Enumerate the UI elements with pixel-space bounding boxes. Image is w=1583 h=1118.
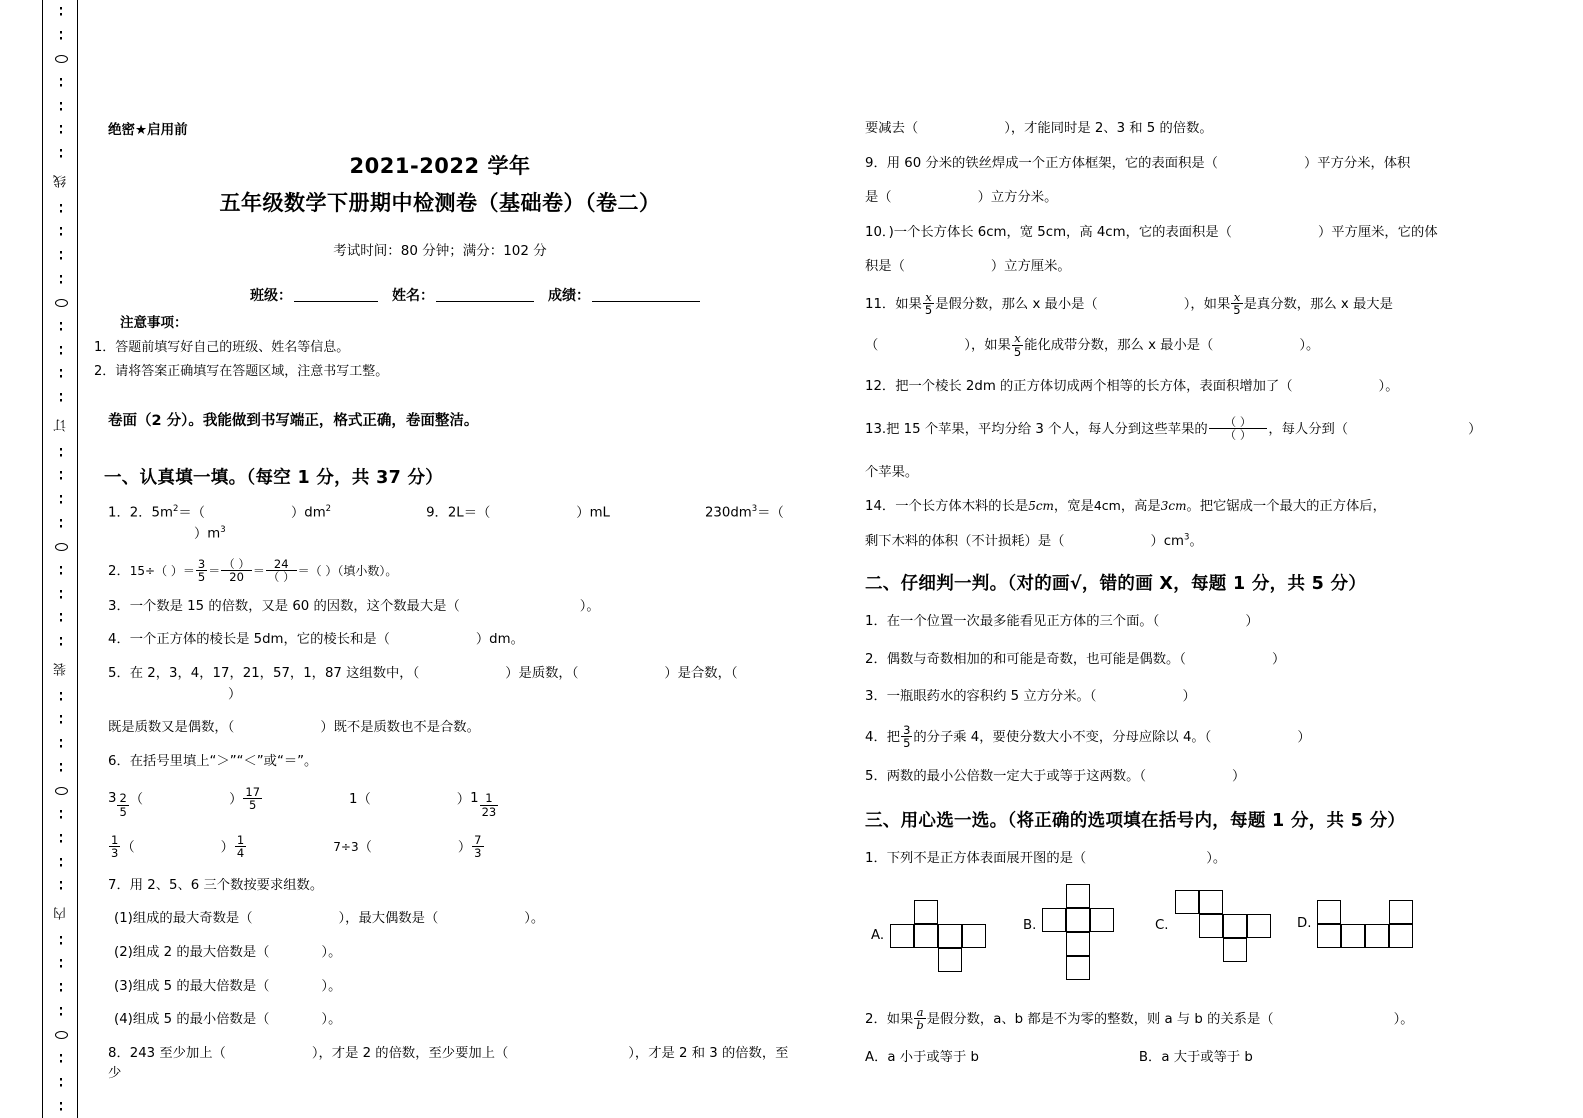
q11-f3-den: 5: [1013, 344, 1022, 359]
seal-dash: [60, 102, 62, 112]
net-cell: [1365, 924, 1389, 948]
net-cell: [1066, 956, 1090, 980]
right-column-top-spacer: [865, 0, 1505, 118]
net-cell: [1066, 884, 1090, 908]
section2-item-2: [865, 649, 1505, 671]
q8-c: ），才是 2 和 3 的倍数，至少: [108, 1045, 789, 1082]
net-cell: [938, 948, 962, 972]
seal-char-ding: 订: [53, 418, 69, 432]
s2q5-text: 5．两数的最小公倍数一定大于或等于这两数。（: [865, 768, 1147, 784]
q6r1-left-num: 2: [119, 791, 127, 806]
q2-f3-numerator: 24: [273, 557, 289, 572]
q6r2-paren-open: （: [121, 840, 135, 856]
q14-a: 14．一个长方体木料的长是: [865, 499, 1029, 515]
q5-text-c: ）是合数，（: [664, 666, 738, 682]
seal-dash: [60, 7, 62, 17]
net-cell: [962, 924, 986, 948]
q6r1-mid-left: 1: [349, 791, 358, 807]
question-7-1: [114, 909, 790, 930]
q11-f2-den: 5: [1233, 303, 1241, 318]
question-9-line2: [865, 187, 1505, 209]
q13-fraction[interactable]: [1209, 416, 1268, 442]
seal-dash: [60, 78, 62, 88]
s2q5-end: ）: [1232, 768, 1246, 784]
q4-end: ）dm。: [475, 632, 524, 648]
seal-circle: [55, 55, 68, 63]
question-13-line2: 个苹果。: [865, 464, 919, 480]
option-d-grid: [1317, 900, 1413, 948]
section2-item-1: [865, 611, 1505, 633]
question-6-row-1: [108, 786, 790, 818]
question-4: [108, 630, 790, 651]
q7-3-b: ）。: [321, 978, 342, 994]
q5-text-d: ）: [228, 686, 242, 702]
option-c-label: C.: [1155, 917, 1169, 933]
q8-b: ），才是 2 的倍数，至少要加上（: [311, 1045, 509, 1061]
section-3-heading: 三、用心选一选。（将正确的选项填在括号内，每题 1 分，共 5 分）: [865, 811, 1406, 832]
q6r2-mid-right-fraction: [472, 834, 483, 860]
seal-dash: [60, 322, 62, 332]
class-field-label: 班级：: [250, 288, 292, 304]
section3-question-2-options: [865, 1046, 1505, 1065]
notice-item-2: 2．请将答案正确填写在答题区域，注意书写工整。: [94, 364, 389, 379]
seal-dash: [60, 936, 62, 946]
notice-title: 注意事项：: [120, 315, 188, 331]
name-field-label: 姓名：: [392, 288, 434, 304]
q6r1-left-den: 5: [119, 804, 127, 819]
q6r2-mid-left: 7÷3: [333, 840, 359, 855]
q6r1-mid-right-mixed: [470, 789, 499, 818]
q9-b: ）平方分米，体积: [1303, 155, 1411, 171]
q1-c-unit: ）m: [194, 526, 221, 542]
q13-numerator: （ ）: [1224, 414, 1252, 429]
q13-c: ）: [1468, 421, 1482, 437]
q6r2-left-fraction: [109, 834, 120, 860]
q6r2-left-den: 3: [111, 846, 119, 861]
q2-fraction-1: [196, 558, 207, 584]
q6r1-paren-close: ）: [229, 791, 243, 807]
s3q1-a: 1．下列不是正方体表面展开图的是（: [865, 851, 1087, 867]
net-cell: [1199, 890, 1223, 914]
exam-title-main: 五年级数学下册期中检测卷（基础卷）（卷二）: [219, 191, 661, 215]
q13-b: ，每人分到（: [1268, 421, 1349, 437]
q5-text-b: ）是质数，（: [505, 666, 579, 682]
net-cell: [1223, 938, 1247, 962]
seal-dash: [60, 31, 62, 41]
question-14-line2: [865, 531, 1505, 553]
cube-net-option-d[interactable]: [1297, 900, 1413, 948]
question-8: [108, 1044, 790, 1085]
seal-dash: [60, 1054, 62, 1064]
seal-dash: [60, 125, 62, 135]
q1-b-unit: ）mL: [576, 505, 610, 521]
seal-circle: [55, 1031, 68, 1039]
q11-a: 11．如果: [865, 296, 922, 312]
q14-e: 剩下木料的体积（不计损耗）是（: [865, 533, 1065, 549]
q6r1-right-fraction: [243, 786, 262, 812]
s2q4-post: 的分子乘 4，要使分数大小不变，分母应除以 4。（: [913, 729, 1212, 745]
q1-a-equals: ＝（: [178, 505, 205, 521]
s2q1-text: 1．在一个位置一次最多能看见正方体的三个面。（: [865, 614, 1160, 630]
seal-dash: [60, 448, 62, 458]
q14-b: ，宽是: [1053, 499, 1094, 515]
q5-text-a: 5．在 2，3，4，17，21，57，1，87 这组数中，（: [108, 666, 420, 682]
q10-c: 积是（: [865, 259, 905, 275]
score-field-blank[interactable]: [592, 301, 700, 302]
q8-a: 8．243 至少加上（: [108, 1045, 226, 1061]
net-cell: [1223, 914, 1247, 938]
cube-net-option-b[interactable]: [1023, 884, 1114, 980]
q2-lead: 15÷（ ）＝: [129, 564, 195, 579]
q7-1-c: ）。: [524, 911, 545, 927]
q6r1-mr-num: 1: [485, 791, 493, 806]
net-cell: [914, 924, 938, 948]
seal-dash: [60, 810, 62, 820]
q6r1-left-fraction: [117, 792, 128, 818]
s3q2-denominator: b: [916, 1018, 924, 1033]
q13-a: 13.把 15 个苹果，平均分给 3 个人，每人分到这些苹果的: [865, 421, 1208, 437]
s3q2-option-a[interactable]: A．a 小于或等于 b: [865, 1049, 979, 1065]
section3-question-2: [865, 1006, 1505, 1032]
q5-line2-b: ）既不是质数也不是合数。: [320, 720, 480, 736]
seal-dash: [60, 881, 62, 891]
s3q2-fraction: [914, 1006, 925, 1032]
question-5-line2: [108, 718, 790, 739]
q7-2-b: ）。: [321, 945, 342, 961]
question-10-line2: [865, 256, 1505, 278]
q1-b-value: 9．2L: [426, 505, 464, 521]
q6r2-right-fraction: [235, 834, 246, 860]
s2q2-text: 2．偶数与奇数相加的和可能是奇数，也可能是偶数。（: [865, 651, 1186, 667]
s2q1-end: ）: [1245, 614, 1259, 630]
question-7-4: [114, 1010, 790, 1031]
question-3: [108, 597, 790, 618]
q6r2-right-den: 4: [236, 846, 245, 861]
q6r1-paren-open: （: [129, 791, 144, 807]
q6r2-mid-paren-close: ）: [457, 840, 472, 856]
seal-dash: [60, 715, 62, 725]
seal-dash: [60, 834, 62, 844]
seal-dash: [60, 763, 62, 773]
seal-dash: [60, 346, 62, 356]
net-cell: [1066, 908, 1090, 932]
seal-dash: [60, 519, 62, 529]
q14-exponent: 3: [1184, 532, 1190, 543]
section2-item-4: [865, 724, 1505, 750]
top-secret-label: 绝密★启用前: [108, 122, 188, 138]
q9-c: 是（: [865, 190, 892, 206]
q14-c: ，高是: [1120, 499, 1161, 515]
seal-dash: [60, 275, 62, 285]
q10-a: 10．)一个长方体长 6cm，宽 5cm，高 4cm，它的表面积是（: [865, 224, 1232, 240]
q6r1-mid-right-whole: 1: [470, 790, 479, 806]
q8-d-a: 要减去（: [865, 121, 919, 136]
option-a-label: A.: [871, 928, 885, 944]
seal-dash: [60, 1007, 62, 1017]
net-cell: [1042, 908, 1066, 932]
q4-text: 4．一个正方体的棱长是 5dm，它的棱长和是（: [108, 632, 390, 648]
q11-g: 能化成带分数，那么 x 最小是（: [1024, 338, 1214, 354]
q12-b: ）。: [1378, 379, 1399, 395]
class-field-blank[interactable]: [294, 301, 378, 302]
q11-fraction-3: [1012, 332, 1023, 358]
q6r1-right-num: 17: [245, 784, 261, 799]
q12-a: 12．把一个棱长 2dm 的正方体切成两个相等的长方体，表面积增加了（: [865, 379, 1293, 395]
q11-h: ）。: [1299, 338, 1320, 354]
q9-a: 9．用 60 分米的铁丝焊成一个正方体框架，它的表面积是（: [865, 155, 1218, 171]
seal-dash: [60, 1102, 62, 1112]
s3q2-numerator: a: [916, 1004, 924, 1019]
seal-dash: [60, 227, 62, 237]
q6r1-left-mixed: [108, 789, 130, 818]
q6r2-mr-den: 3: [474, 846, 482, 861]
seal-circle: [55, 787, 68, 795]
notice-item-1: 1．答题前填写好自己的班级、姓名等信息。: [94, 340, 350, 355]
question-12: [865, 376, 1505, 398]
q8-d-b: ），才能同时是 2、3 和 5 的倍数。: [1004, 121, 1213, 136]
q2-tail: ＝（ ）（填小数）。: [297, 564, 398, 579]
s3q2-pre: 2．如果: [865, 1011, 914, 1027]
exam-title-year: 2021-2022 学年: [349, 154, 531, 178]
seal-dash: [60, 369, 62, 379]
seal-dash: [60, 858, 62, 868]
net-cell: [938, 924, 962, 948]
left-column: [90, 0, 790, 1098]
q6r2-mid-paren-open: （: [358, 840, 372, 856]
q14-d: 。把它锯成一个最大的正方体后，: [1186, 499, 1386, 515]
s3q2-post: 是假分数，a、b 都是不为零的整数，则 a 与 b 的关系是（: [926, 1011, 1274, 1027]
q11-c: ），如果: [1183, 296, 1231, 312]
q7-3-a: (3)组成 5 的最大倍数是（: [114, 978, 270, 994]
question-8-continued: [865, 118, 1505, 140]
question-6-row-2: [108, 834, 790, 860]
q6r1-mid-paren-close: ）: [456, 791, 471, 807]
question-10: [865, 222, 1505, 244]
q2-eq1: ＝: [208, 564, 221, 579]
question-13: [865, 416, 1505, 442]
net-cell: [1199, 914, 1223, 938]
q2-fraction-2[interactable]: [221, 558, 252, 584]
seal-dash: [60, 1078, 62, 1088]
s3q2-option-b[interactable]: B．a 大于或等于 b: [1138, 1049, 1253, 1065]
q6r2-left-num: 1: [111, 832, 119, 847]
net-cell: [1389, 900, 1413, 924]
q7-4-b: ）。: [321, 1012, 342, 1028]
s3q2-end: ）。: [1393, 1011, 1414, 1027]
seal-dash: [60, 739, 62, 749]
seal-char-xian: 线: [53, 174, 69, 188]
seal-dash: [60, 637, 62, 647]
question-11-line2: [865, 332, 1505, 358]
cube-net-option-c[interactable]: [1155, 890, 1271, 962]
s2q3-text: 3．一瓶眼药水的容积约 5 立方分米。（: [865, 689, 1097, 705]
q2-f1-numerator: 3: [197, 557, 206, 572]
q1-c-equals: ＝（: [757, 505, 784, 521]
seal-dash: [60, 566, 62, 576]
score-field-label: 成绩：: [548, 288, 590, 304]
seal-char-nei: 内: [53, 906, 69, 920]
q11-fraction-1: [923, 291, 934, 317]
net-cell: [1341, 924, 1365, 948]
right-column: [865, 0, 1505, 1065]
q2-number: 2．: [108, 564, 130, 580]
q3-end: ）。: [579, 598, 600, 614]
seal-circle: [55, 299, 68, 307]
q11-d: 是真分数，那么 x 最大是: [1243, 296, 1393, 312]
seal-dash: [60, 959, 62, 969]
net-cell: [1175, 890, 1199, 914]
q11-f1-num: x: [925, 289, 932, 304]
question-7-2: [114, 943, 790, 964]
q1-a-value: 2．5m: [129, 505, 173, 521]
q6r1-left-whole: 3: [108, 790, 117, 806]
option-c-grid: [1175, 890, 1271, 962]
net-cell: [890, 924, 914, 948]
s2q3-end: ）: [1182, 689, 1196, 705]
s3q1-b: ）。: [1206, 851, 1227, 867]
q6r1-right-den: 5: [243, 798, 262, 811]
s2q4-fraction: [901, 724, 912, 750]
q7-1-a: (1)组成的最大奇数是（: [114, 911, 253, 927]
seal-line-column: [43, 0, 79, 1118]
s2q4-denominator: 5: [903, 736, 911, 751]
seal-dash: [60, 692, 62, 702]
option-d-label: D.: [1297, 916, 1312, 932]
net-cell: [1389, 924, 1413, 948]
q10-b: ）平方厘米，它的体: [1317, 224, 1438, 240]
s2q4-end: ）: [1297, 729, 1311, 745]
net-cell: [1066, 932, 1090, 956]
section-2-heading: 二、仔细判一判。（对的画√，错的画 X，每题 1 分，共 5 分）: [865, 574, 1367, 595]
option-a-grid: [890, 900, 986, 972]
option-b-label: B.: [1023, 917, 1037, 933]
net-cell: [914, 900, 938, 924]
q6r1-mid-paren-open: （: [357, 791, 371, 807]
q1-b-equals: ＝（: [463, 505, 491, 521]
q11-b: 是假分数，那么 x 最小是（: [935, 296, 1098, 312]
net-cell: [1317, 900, 1341, 924]
name-field-blank[interactable]: [436, 301, 534, 302]
q2-f3-denominator: （ ）: [267, 570, 295, 585]
section-1-heading: 一、认真填一填。（每空 1 分，共 37 分）: [104, 468, 444, 488]
option-b-grid: [1042, 884, 1114, 980]
q7-2-a: (2)组成 2 的最大倍数是（: [114, 945, 270, 961]
q11-fraction-2: [1231, 291, 1242, 317]
q13-denominator: （ ）: [1209, 428, 1268, 441]
seal-dash: [60, 204, 62, 214]
cube-net-option-a[interactable]: [871, 900, 986, 972]
q14-height: 3cm: [1160, 499, 1187, 514]
section3-question-1: [865, 848, 1505, 870]
seal-char-zhuang: 装: [53, 662, 69, 676]
net-cell: [1090, 908, 1114, 932]
q6r2-mr-num: 7: [474, 832, 482, 847]
q10-d: ）立方厘米。: [990, 259, 1071, 275]
q1-c-exponent: 3: [751, 504, 758, 514]
q2-f2-numerator: （ ）: [223, 557, 250, 572]
s2q4-pre: 4．把: [865, 729, 901, 745]
question-1: [108, 503, 790, 545]
cube-net-options: [865, 884, 1505, 976]
q5-line2-a: 既是质数又是偶数，（: [108, 720, 235, 736]
s2q4-numerator: 3: [903, 722, 911, 737]
exam-page: [78, 0, 1583, 1118]
section2-item-3: [865, 686, 1505, 708]
q14-length: 5cm: [1028, 499, 1054, 514]
q3-text: 3．一个数是 15 的倍数，又是 60 的因数，这个数最大是（: [108, 598, 460, 614]
seal-dash: [60, 590, 62, 600]
question-2: [108, 558, 790, 584]
q2-fraction-3[interactable]: [266, 558, 297, 584]
q11-f1-den: 5: [924, 303, 933, 318]
q14-f: ）cm: [1150, 533, 1185, 549]
q9-d: ）立方分米。: [977, 190, 1058, 206]
seal-circle: [55, 543, 68, 551]
q1-number: 1．: [108, 505, 130, 521]
q11-f: ），如果: [964, 338, 1011, 354]
q1-a-unit-exponent: 2: [325, 504, 332, 514]
seal-dash: [60, 471, 62, 481]
question-11: [865, 291, 1505, 317]
q14-g: 。: [1189, 533, 1203, 549]
q1-c-unit-exponent: 3: [220, 525, 226, 536]
q6r2-right-num: 1: [236, 832, 245, 847]
question-14: [865, 496, 1505, 518]
question-5: [108, 664, 790, 705]
q1-c-value: 230dm: [704, 505, 752, 521]
seal-dash: [60, 495, 62, 505]
question-7: 7．用 2、5、6 三个数按要求组数。: [108, 877, 324, 893]
seal-dash: [60, 149, 62, 159]
seal-dash: [60, 983, 62, 993]
q2-f2-denominator: 20: [221, 570, 252, 583]
seal-dash: [60, 251, 62, 261]
q2-eq2: ＝: [252, 564, 265, 579]
seal-dash: [60, 393, 62, 403]
q6r2-paren-close: ）: [220, 840, 234, 856]
q7-4-a: (4)组成 5 的最小倍数是（: [114, 1012, 270, 1028]
net-cell: [1247, 914, 1271, 938]
q7-1-b: ），最大偶数是（: [338, 911, 439, 927]
section2-item-5: [865, 766, 1505, 788]
face-score-note: 卷面（2 分）。我能做到书写端正，格式正确，卷面整洁。: [108, 413, 479, 429]
q1-a-exponent: 2: [172, 504, 179, 514]
s2q2-end: ）: [1271, 651, 1286, 667]
student-info-line: [90, 285, 790, 305]
q6r1-mr-den: 23: [481, 804, 497, 819]
q11-f2-num: x: [1233, 289, 1241, 304]
exam-info: 考试时间：80 分钟；满分：102 分: [333, 243, 547, 259]
q14-width: 4cm: [1093, 498, 1121, 514]
question-9: [865, 153, 1505, 175]
net-cell: [1317, 924, 1341, 948]
question-7-3: [114, 977, 790, 998]
q11-f3-num: x: [1014, 331, 1021, 346]
q1-a-unit: ）dm: [290, 505, 326, 521]
q6r1-mid-right-fraction: [480, 792, 499, 818]
seal-dash: [60, 613, 62, 623]
seal-line-strip: [42, 0, 78, 1118]
q2-f1-denominator: 5: [197, 570, 206, 585]
q11-e: （: [865, 338, 879, 354]
question-6: 6．在括号里填上“＞”“＜”或“＝”。: [108, 753, 318, 769]
